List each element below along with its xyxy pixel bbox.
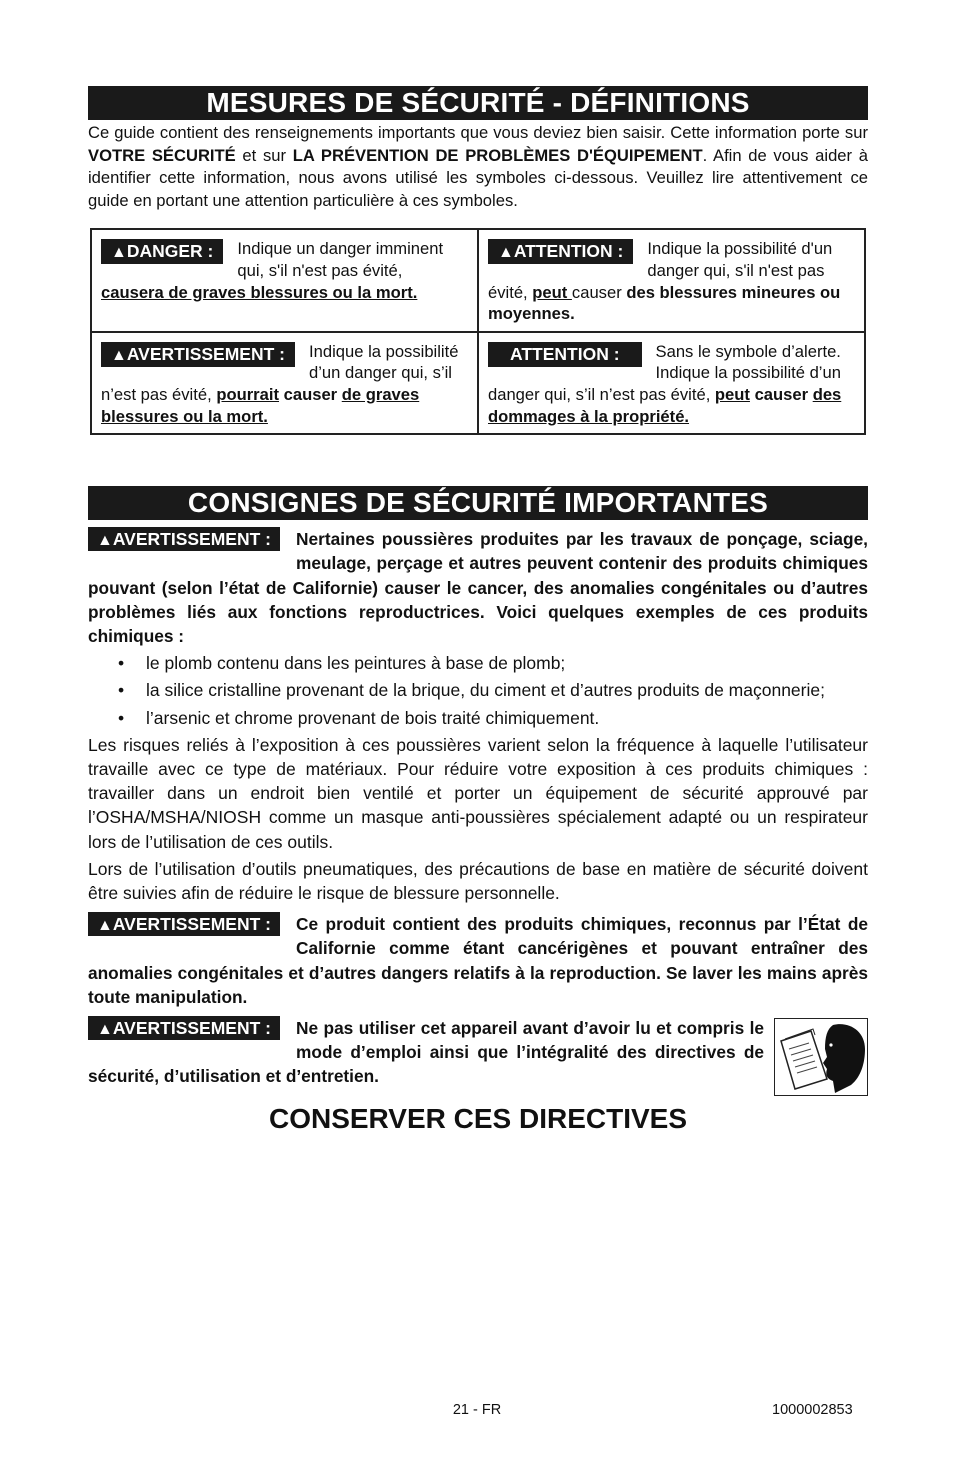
- definition-emphasis: des dommages à la propriété.: [488, 384, 842, 426]
- definition-emphasis: peut: [532, 282, 572, 302]
- warning-text: Ce produit contient des produits chimiques, reconnus par l’État de Californie comme étant cancérigènes et pouvant entraîner des anomalies congénitales et d’autres dangers relatifs à la reproduction. Se laver les mains après toute manipulation.: [88, 914, 868, 1007]
- danger-label: [101, 239, 223, 264]
- pneumatic-paragraph: Lors de l’utilisation d’outils pneumatiques, des précautions de base en matière de sécurité doivent être suivies afin de réduire le risque de blessure personnelle.: [88, 858, 868, 903]
- warning-read-manual: [88, 1016, 868, 1089]
- warning-triangle-icon: ▲: [498, 244, 514, 262]
- avertissement-label: [88, 527, 280, 551]
- definition-bold: des blessures mineures ou moyennes.: [488, 282, 841, 324]
- definition-avertissement: [91, 332, 478, 434]
- avertissement-label-text: AVERTISSEMENT :: [112, 529, 272, 550]
- definition-attention-alert: [478, 229, 865, 331]
- warning-triangle-icon: ▲: [111, 346, 127, 364]
- definition-emphasis: pourrait: [216, 384, 280, 404]
- document-code: 1000002853: [772, 1402, 853, 1418]
- intro-paragraph: [88, 122, 868, 212]
- page-number: 21 - FR: [452, 1402, 502, 1418]
- page-content: [88, 86, 868, 1135]
- definition-bold: causer: [749, 384, 813, 404]
- warning-california: [88, 912, 868, 1009]
- avertissement-label-text: AVERTISSEMENT :: [112, 914, 272, 935]
- intro-text: . Afin de vous aider à identifier cette information, nous avons utilisé les symboles ci-dessous. Veuillez lire attentivement ce guide en portant une attention particulière à ces symboles.: [88, 145, 868, 210]
- avertissement-label: [88, 1016, 280, 1040]
- definition-text: Indique la possibilité d'un danger qui, s'il n'est pas évité,: [488, 239, 833, 302]
- avertissement-label: [88, 912, 280, 936]
- warning-read-manual-block: [88, 1016, 868, 1089]
- definition-text: Sans le symbole d’alerte. Indique la possibilité d’un danger qui, s’il n’est pas évité,: [488, 341, 841, 404]
- definition-emphasis: de graves blessures ou la mort.: [101, 384, 420, 426]
- chemical-list: [88, 651, 868, 730]
- danger-label-text: DANGER :: [126, 241, 214, 262]
- definition-text: Indique la possibilité d’un danger qui, s’il n’est pas évité,: [101, 341, 459, 404]
- definition-emphasis: causera de graves blessures ou la mort.: [101, 282, 418, 302]
- section-important-instructions: [88, 486, 868, 1134]
- list-item: • la silice cristalline provenant de la brique, du ciment et d’autres produits de maçonnerie;: [88, 678, 868, 702]
- avertissement-label-text: AVERTISSEMENT :: [112, 1017, 272, 1038]
- list-item: • le plomb contenu dans les peintures à base de plomb;: [88, 651, 868, 675]
- list-item: • l’arsenic et chrome provenant de bois traité chimiquement.: [88, 706, 868, 730]
- attention-plain-label: ATTENTION :: [488, 342, 642, 367]
- section-title-definitions: MESURES DE SÉCURITÉ - DÉFINITIONS: [88, 86, 868, 120]
- avertissement-label-text: AVERTISSEMENT :: [126, 343, 286, 364]
- definition-attention-plain: [478, 332, 865, 434]
- definition-text: causer: [571, 282, 627, 302]
- intro-text: Ce guide contient des renseignements importants que vous deviez bien saisir. Cette information porte sur: [88, 123, 868, 142]
- definitions-table: [90, 228, 866, 435]
- warning-dust: [88, 527, 868, 648]
- warning-triangle-icon: ▲: [97, 917, 113, 935]
- save-instructions-heading: CONSERVER CES DIRECTIVES: [268, 1102, 688, 1134]
- warning-triangle-icon: ▲: [97, 1020, 113, 1038]
- definition-bold: causer: [279, 384, 342, 404]
- warning-triangle-icon: ▲: [97, 532, 113, 550]
- definition-text: Indique un danger imminent qui, s'il n'est pas évité,: [237, 239, 444, 280]
- section-title-instructions: CONSIGNES DE SÉCURITÉ IMPORTANTES: [88, 486, 868, 520]
- warning-triangle-icon: ▲: [111, 244, 127, 262]
- definition-danger: [91, 229, 478, 331]
- avertissement-label: [101, 342, 295, 367]
- attention-label-text: ATTENTION :: [513, 241, 624, 262]
- intro-bold: VOTRE SÉCURITÉ: [88, 145, 236, 165]
- definition-emphasis: peut: [714, 384, 750, 404]
- intro-bold: LA PRÉVENTION DE PROBLÈMES D'ÉQUIPEMENT: [292, 145, 703, 165]
- intro-text: et sur: [235, 145, 293, 165]
- exposure-paragraph: Les risques reliés à l’exposition à ces poussières varient selon la fréquence à laquelle l’utilisateur travaille avec ce type de matériaux. Pour réduire votre exposition à ces produits chimiques : travailler dans un endroit bien ventilé et porter un équipement de sécurité approuvé par l’OSHA/MSHA/NIOSH comme un masque anti-poussières spécialement adapté ou un respirateur lors de l’utilisation de ces outils.: [88, 734, 868, 852]
- read-manual-icon: [774, 1018, 868, 1096]
- warning-text: Nertaines poussières produites par les travaux de ponçage, sciage, meulage, perçage et autres peuvent contenir des produits chimiques pouvant (selon l’état de Californie) causer le cancer, des anomalies congénitales ou d’autres problèmes liés aux fonctions reproductrices. Voici quelques exemples de ces produits chimiques :: [88, 529, 868, 646]
- attention-label: [488, 239, 633, 264]
- warning-text: Ne pas utiliser cet appareil avant d’avoir lu et compris le mode d’emploi ainsi que l’intégralité des directives de sécurité, d’utilisation et d’entretien.: [88, 1017, 764, 1087]
